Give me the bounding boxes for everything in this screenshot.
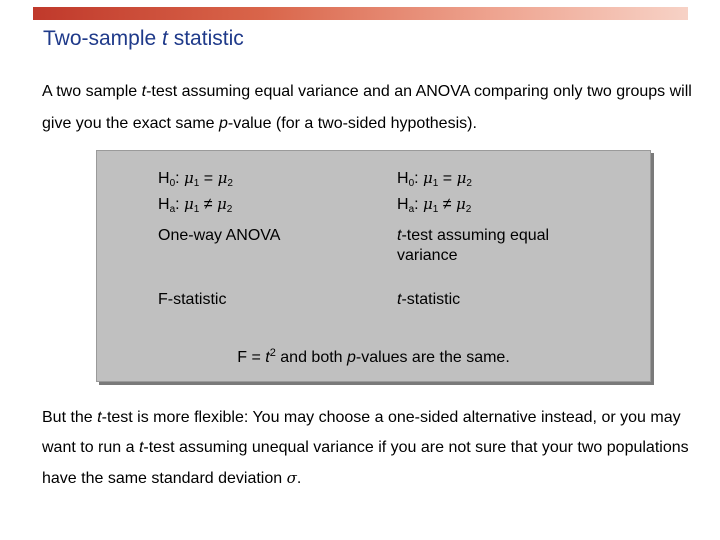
slide-title — [43, 27, 244, 51]
statement-text: and both — [275, 349, 347, 366]
mu1-subscript: 1 — [193, 178, 200, 189]
outro-text: -test assuming unequal variance if you are not sure that your two populations have the same standard deviation — [42, 439, 689, 487]
mu2-subscript: 2 — [465, 204, 472, 215]
anova-statistic: F-statistic — [158, 291, 227, 308]
sigma-symbol: σ — [286, 469, 297, 487]
mu-symbol: μ — [217, 169, 228, 187]
conclusion-paragraph — [42, 403, 702, 494]
comparison-box — [96, 150, 651, 382]
h0-subscript: 0 — [408, 178, 415, 189]
mu-symbol: μ — [456, 195, 466, 213]
statement-text: -values are the same. — [355, 349, 510, 366]
not-equals-sign: ≠ — [203, 196, 213, 213]
mu1-subscript: 1 — [432, 178, 439, 189]
null-hypothesis — [397, 168, 607, 194]
colon: : — [175, 196, 180, 213]
squared-superscript: 2 — [269, 347, 276, 359]
colon: : — [414, 170, 419, 187]
ha-subscript: a — [169, 204, 176, 215]
intro-text: A two sample — [42, 83, 142, 100]
mu-symbol: μ — [184, 195, 194, 213]
mu-symbol: μ — [217, 195, 227, 213]
anova-hypotheses — [158, 168, 233, 220]
outro-text: -test is more flexible: You may choose a one-sided alternative instead, or you may want to run a — [42, 409, 681, 456]
italic-t: t — [397, 291, 402, 308]
colon: : — [414, 196, 419, 213]
not-equals-sign: ≠ — [442, 196, 452, 213]
outro-text: . — [296, 470, 302, 487]
alternative-hypothesis — [397, 194, 607, 220]
equals-sign: = — [442, 170, 453, 187]
statistic-text: -statistic — [401, 291, 461, 308]
f-equals: F = — [237, 349, 266, 366]
mu1-subscript: 1 — [193, 204, 200, 215]
anova-method: One-way ANOVA — [158, 227, 281, 244]
intro-paragraph — [42, 76, 692, 140]
italic-p: p — [347, 349, 356, 366]
ha-subscript: a — [408, 204, 415, 215]
mu2-subscript: 2 — [466, 178, 472, 189]
title-text: Two-sample — [43, 27, 163, 50]
mu2-subscript: 2 — [226, 204, 233, 215]
colon: : — [175, 170, 180, 187]
ttest-method — [397, 226, 607, 266]
header-gradient-bar — [33, 7, 688, 20]
mu-symbol: μ — [184, 169, 194, 187]
method-text: -test assuming equal variance — [397, 227, 550, 264]
equivalence-statement — [97, 347, 650, 367]
h0-subscript: 0 — [169, 178, 176, 189]
h-label: H — [397, 170, 409, 187]
title-text-end: statistic — [167, 27, 244, 50]
equals-sign: = — [203, 170, 214, 187]
italic-t: t — [265, 349, 270, 366]
null-hypothesis — [158, 168, 233, 194]
outro-text: But the — [42, 409, 98, 426]
mu1-subscript: 1 — [432, 204, 439, 215]
intro-text: -test assuming equal variance and an ANOVA comparing only two groups will give you the exact same — [42, 83, 692, 132]
mu-symbol: μ — [456, 169, 467, 187]
h-label: H — [397, 196, 409, 213]
h-label: H — [158, 170, 170, 187]
alternative-hypothesis — [158, 194, 233, 220]
h-label: H — [158, 196, 170, 213]
intro-text: -value (for a two-sided hypothesis). — [227, 115, 477, 132]
ttest-hypotheses — [397, 168, 607, 220]
title-italic-t: t — [162, 27, 168, 50]
italic-t: t — [397, 227, 402, 244]
mu2-subscript: 2 — [227, 178, 233, 189]
outro-italic-t: t — [97, 409, 102, 426]
ttest-statistic — [397, 290, 607, 310]
intro-italic-p: p — [218, 115, 228, 132]
outro-italic-t: t — [138, 439, 144, 456]
mu-symbol: μ — [423, 169, 433, 187]
mu-symbol: μ — [423, 195, 433, 213]
intro-italic-t: t — [141, 83, 147, 100]
